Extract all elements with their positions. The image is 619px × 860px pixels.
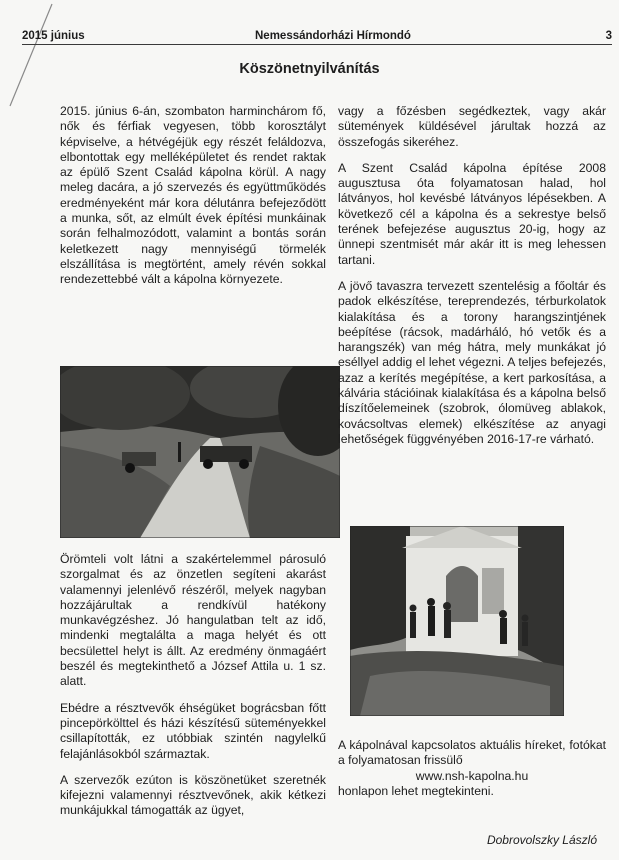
page-header [22, 26, 612, 46]
paragraph: A Szent Család kápolna építése 2008 augusztusa óta folyamatosan halad, hol látványos, hol kevésbé látványos lépésekben. A következő cél a kápolna és a sekrestye belső terének befejezése augusztus 20-ig, hogy az ünnepi szentmisét már akár itt is meg lehessen tartani. [338, 160, 606, 267]
article-title: Köszönetnyilvánítás [239, 61, 380, 77]
header-date: 2015 június [22, 30, 85, 42]
chapel-volunteers-photo [350, 526, 564, 716]
paragraph: vagy a főzésben segédkeztek, vagy akár sütemények küldésével járultak hozzá az összefogás sikeréhez. [338, 104, 606, 149]
news-link-outro: honlapon lehet megtekinteni. [338, 783, 494, 798]
left-column-bottom [60, 552, 326, 830]
work-site-road-photo [60, 366, 340, 538]
right-column-top [338, 104, 606, 458]
header-rule [22, 44, 612, 45]
paragraph: Ebédre a résztvevők éhségüket bográcsban főtt pincepörkölttel és házi készítésű süteményekkel csillapították, ez utóbbiak szintén nagylelkű felajánlásokból származtak. [60, 700, 326, 761]
paragraph: A szervezők ezúton is köszönetüket szeretnék kifejezni valamennyi résztvevőnek, akik kétkezi munkájukkal támogatták az ügyet, [60, 772, 326, 818]
paragraph: Örömteli volt látni a szakértelemmel párosuló szorgalmat és az önzetlen segíteni akarást valamennyi jelenlévő részéről, melyek nagyban hozzájárultak a rendkívül hatékony munkavégzéshez. Jó hangulatban telt az idő, mindenki megtalálta a maga helyét és ott becsülettel helyt is állt. Az eredmény önmagáért beszél és megtekinthető a József Attila u. 1 sz. alatt. [60, 552, 326, 689]
website-link[interactable]: www.nsh-kapolna.hu [415, 768, 529, 783]
right-column-bottom [338, 738, 606, 799]
publication-name: Nemessándorházi Hírmondó [255, 30, 411, 42]
author-signature: Dobrovolszky László [486, 833, 597, 847]
page-fold-mark [8, 2, 54, 108]
paragraph: A jövő tavaszra tervezett szentelésig a főoltár és padok elkészítése, tereprendezés, térburkolatok kialakítása és a torony harangszintjének beépítése (rácsok, madárháló, hó vetők és a harangszék) van még hátra, mely munkákat jó eséllyel addig el lehet végezni. A teljes befejezés, azaz a kerítés megépítése, a kert parkosítása, a kálvária stációinak kialakítása és a kápolna belső díszítőelemeinek (szobrok, ólomüveg ablakok, kovácsoltvas elemek) elkészítése az anyagi lehetőségek függvényében 2016-17-re várható. [338, 278, 606, 446]
left-column-top [60, 104, 326, 299]
news-link-intro: A kápolnával kapcsolatos aktuális híreket, fotókat a folyamatosan frissülő [338, 738, 606, 768]
page-number: 3 [605, 30, 612, 42]
paragraph: 2015. június 6-án, szombaton harminchárom fő, nők és férfiak vegyesen, több korosztályt képviselve, a hétvégéjük egy részét feláldozva, elbontottak egy melléképületet és rendet raktak az épülő Szent Család kápolna körül. A nagy meleg dacára, a jó szervezés és együttműködés eredményeként már kora délutánra befejeződött a munka, sőt, az elmúlt évek építési munkáinak során felhalmozódott, valamint a bontás során keletkezett nagy mennyiségű törmelék elszállítása is megtörtént, amely révén sokkal rendezettebbé vált a kápolna környezete. [60, 104, 326, 287]
